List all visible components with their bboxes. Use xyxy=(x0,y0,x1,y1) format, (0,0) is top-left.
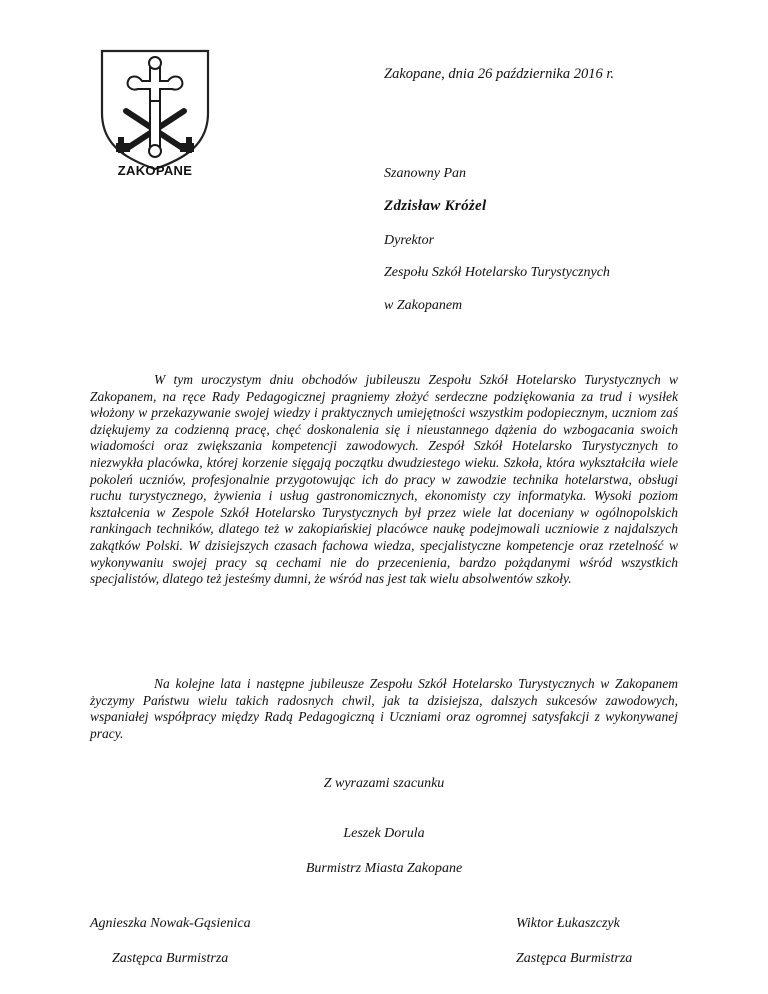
recipient-school: Zespołu Szkół Hotelarsko Turystycznych xyxy=(384,265,610,280)
closing-phrase: Z wyrazami szacunku xyxy=(323,776,445,791)
recipient-city: w Zakopanem xyxy=(384,298,463,313)
mayor-title: Burmistrz Miasta Zakopane xyxy=(305,861,463,876)
salutation: Szanowny Pan xyxy=(384,166,467,181)
body-paragraph-2: Na kolejne lata i następne jubileusze Zespołu Szkół Hotelarsko Turystycznych w Zakopanem życzymy Państwu wielu takich radosnych chwil, jak ta dzisiejsza, dalszych sukcesów zawodowych, wspaniałej współpracy między Radą Pedagogiczną i Uczniami oraz ogromnej satysfakcji z wykonywanej pracy. xyxy=(90,676,678,741)
mayor-name: Leszek Dorula xyxy=(343,826,425,841)
recipient-name: Zdzisław Króżel xyxy=(384,198,487,214)
letter-date: Zakopane, dnia 26 października 2016 r. xyxy=(384,66,614,82)
deputy-mayor-2-name: Wiktor Łukaszczyk xyxy=(516,916,620,931)
deputy-mayor-1-name: Agnieszka Nowak-Gąsienica xyxy=(90,916,251,931)
crest-label: ZAKOPANE xyxy=(117,163,193,178)
zakopane-coat-of-arms-icon xyxy=(92,45,218,180)
recipient-title: Dyrektor xyxy=(384,233,435,248)
deputy-mayor-1-title: Zastępca Burmistrza xyxy=(112,951,229,966)
body-paragraph-1: W tym uroczystym dniu obchodów jubileuszu Zespołu Szkół Hotelarsko Turystycznych w Zakopanem, na ręce Rady Pedagogicznej pragniemy złożyć serdeczne podziękowania za trud i wysiłek włożony w przekazywanie swojej wiedzy i praktycznych umiejętności wszystkim podopiecznym, uczniom zaś dziękujemy za codzienną pracę, chęć doskonalenia się i nieustannego dążenia do wzbogacania swoich wiadomości oraz zwiększania kompetencji zawodowych. Zespół Szkół Hotelarsko Turystycznych to niezwykła placówka, której korzenie sięgają początku dwudziestego wieku. Szkoła, która wykształciła wiele pokoleń uczniów, profesjonalnie przygotowując ich do pracy w zawodzie technika hotelarstwa, obsługi ruchu turystycznego, żywienia i usług gastronomicznych, ekonomisty czy informatyka. Wysoki poziom kształcenia w Zespole Szkół Hotelarsko Turystycznych był przez wiele lat doceniany w ogólnopolskich rankingach techników, dlatego też w zakopiańskiej placówce naukę podejmowali uczniowie z najdalszych zakątków Polski. W dzisiejszych czasach fachowa wiedza, specjalistyczne kompetencje oraz rzetelność w wykonywaniu swojej pracy są cechami nie do przecenienia, bardzo pożądanymi wśród wszystkich specjalistów, dlatego też jesteśmy dumni, że wśród nas jest tak wielu absolwentów szkoły. xyxy=(90,372,678,587)
deputy-mayor-2-title: Zastępca Burmistrza xyxy=(516,951,633,966)
